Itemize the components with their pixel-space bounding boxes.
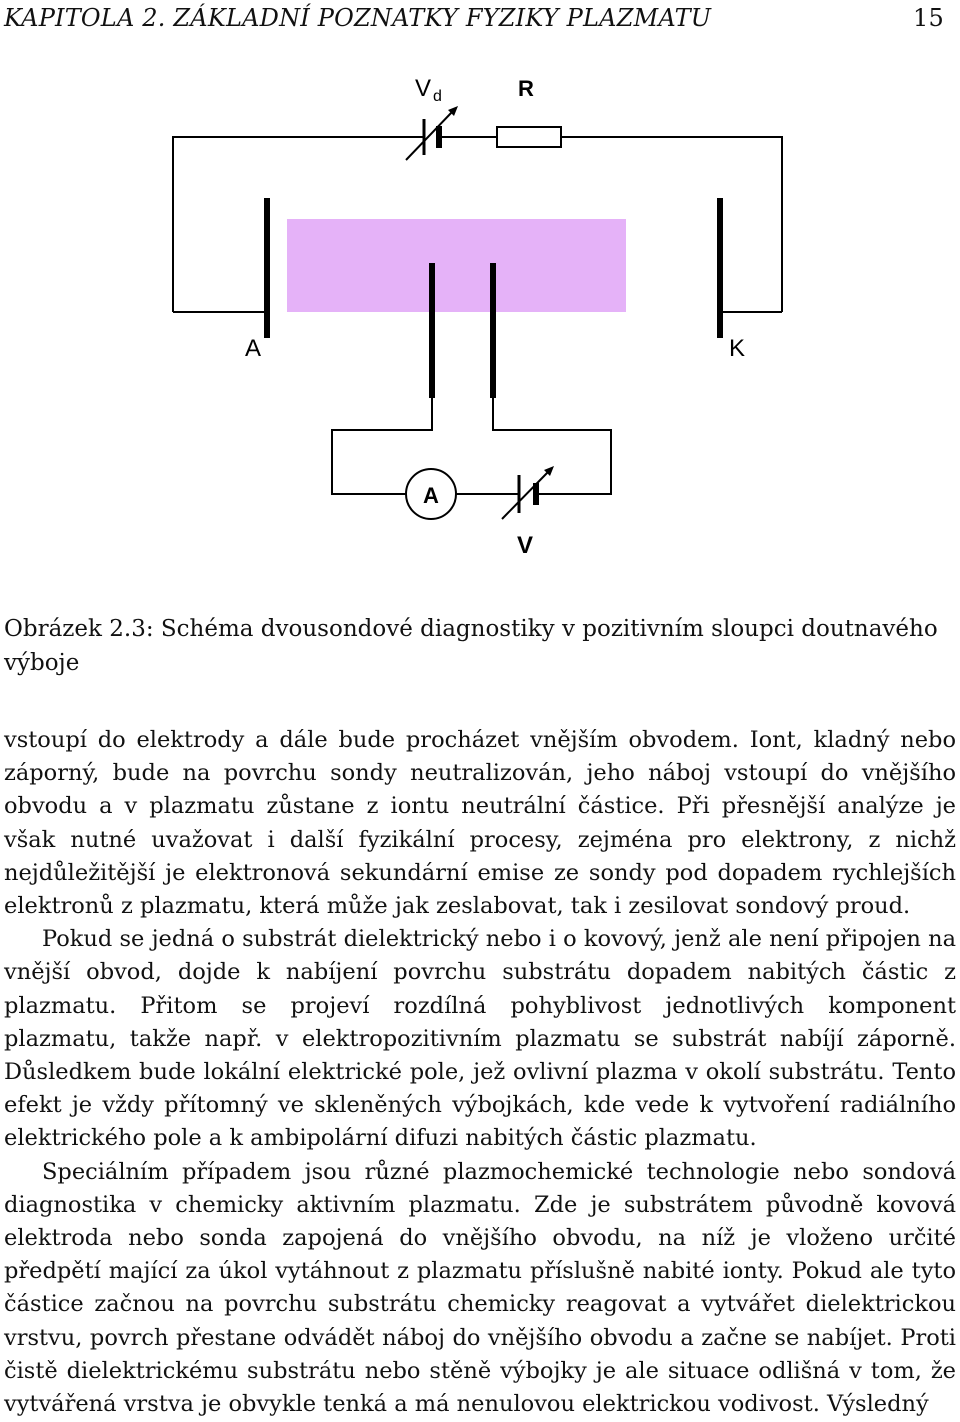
paragraph: Pokud se jedná o substrát dielektrický nebo i o kovový, jenž ale není připojen na vnější obvod, dojde k nabíjení povrchu substrátu dopadem nabitých částic z plazmatu. Přitom se projeví rozdílná pohyblivost jednotlivých komponent plazmatu, takže např. v elektropozitivním plazmatu se substrát nabíjí záporně. Důsledkem bude lokální elektrické pole, jež ovlivní plazma v okolí substrátu. Tento efekt je vždy přítomný ve skleněných výbojkách, kde vede k vytvoření radiálního elektrického pole a k ambipolární difuzi nabitých částic plazmatu. <box>4 926 956 1152</box>
cathode-label: K <box>729 335 746 362</box>
resistor-r <box>497 127 561 147</box>
circuit-diagram <box>0 60 960 560</box>
variable-voltage-source-vd <box>406 106 458 160</box>
plasma-region <box>287 219 626 312</box>
page-number: 15 <box>913 4 944 32</box>
running-title: KAPITOLA 2. ZÁKLADNÍ POZNATKY FYZIKY PLAZMATU <box>4 4 712 32</box>
paragraph: Speciálním případem jsou různé plazmochemické technologie nebo sondová diagnostika v chemicky aktivním plazmatu. Zde je substrátem původně kovová elektroda nebo sonda zapojená do vnějšího obvodu, na níž je vloženo určité předpětí mající za úkol vytáhnout z plazmatu příslušně nabité ionty. Pokud ale tyto částice začnou na povrchu substrátu chemicky reagovat a vytvářet dielektrickou vrstvu, povrch přestane odvádět náboj do vnějšího obvodu a začne se nabíjet. Proti čistě dielektrickému substrátu nebo stěně výbojky je ale situace odlišná v tom, že vytvářená vrstva je obvykle tenká a má nenulovou elektrickou vodivost. Výsledný <box>4 1158 956 1418</box>
body-text <box>4 724 956 1421</box>
voltage-label: V <box>517 532 534 559</box>
ammeter-label: A <box>423 483 439 508</box>
probe-circuit-wire-right <box>493 398 611 494</box>
paragraph: vstoupí do elektrody a dále bude procházet vnějším obvodem. Iont, kladný nebo záporný, bude na povrchu sondy neutralizován, jeho náboj vstoupí do vnějšího obvodu a v plazmatu zůstane z iontu neutrální částice. Při přesnější analýze je však nutné uvažovat i další fyzikální procesy, zejména pro elektrony, z nichž nejdůležitější je elektronová sekundární emise ze sondy pod dopadem rychlejších elektronů z plazmatu, která může jak zeslabovat, tak i zesilovat sondový proud. <box>4 727 956 920</box>
figure-caption: Obrázek 2.3: Schéma dvousondové diagnostiky v pozitivním sloupci doutnavého výboje <box>4 616 938 676</box>
vd-label: V $_d$ <box>415 75 442 105</box>
anode-label: A <box>245 335 262 362</box>
resistor-label: R <box>518 76 534 101</box>
page-header <box>4 4 944 34</box>
variable-voltage-source-v <box>502 466 554 519</box>
